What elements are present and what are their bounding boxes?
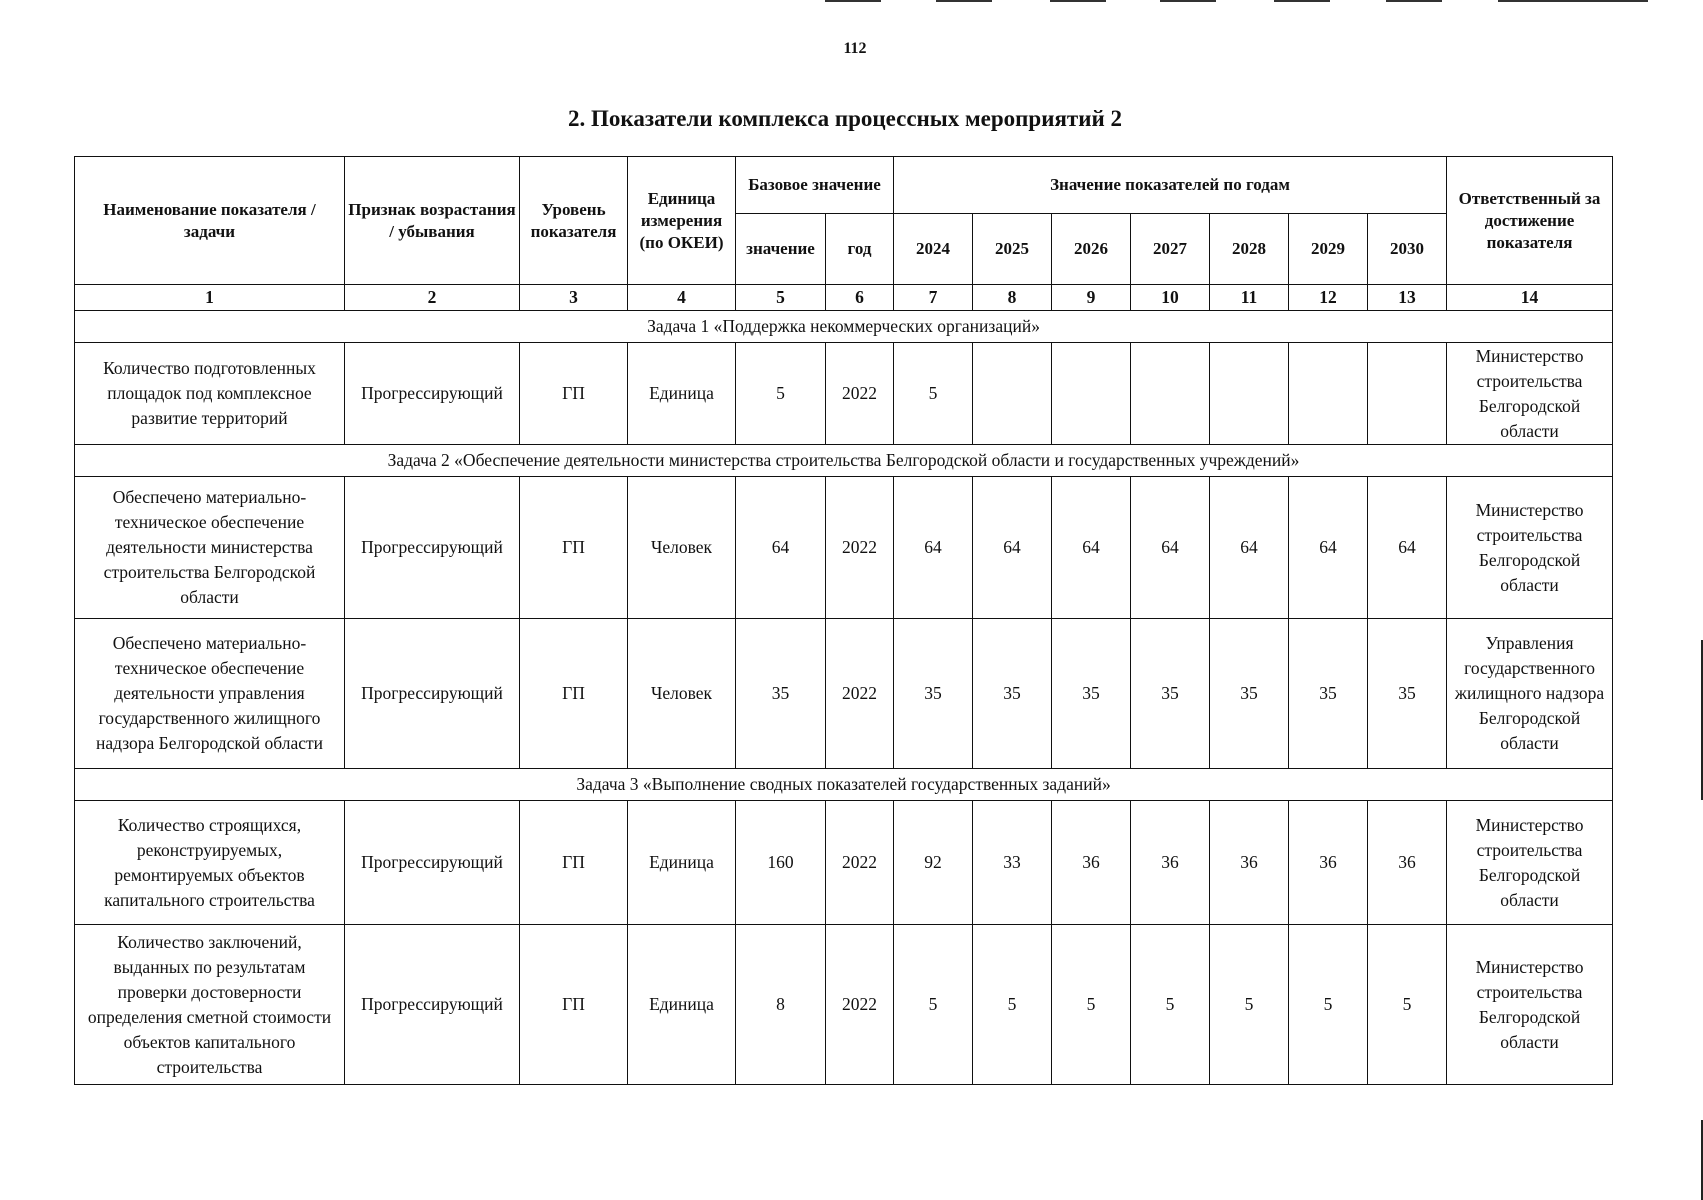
- year-value-cell: 36: [1131, 801, 1210, 925]
- task-label: Задача 3 «Выполнение сводных показателей государственных заданий»: [75, 769, 1613, 801]
- column-number: 11: [1210, 285, 1289, 311]
- responsible-cell: Министерство строительства Белгородской области: [1447, 343, 1613, 445]
- year-value-cell: 35: [1368, 619, 1447, 769]
- column-number: 4: [628, 285, 736, 311]
- table-row: [75, 343, 1613, 445]
- header-name: Наименование показателя / задачи: [75, 157, 345, 285]
- level-cell: ГП: [520, 925, 628, 1085]
- year-value-cell: 5: [1052, 925, 1131, 1085]
- year-value-cell: 5: [1210, 925, 1289, 1085]
- task-row: [75, 769, 1613, 801]
- base-year-cell: 2022: [826, 343, 894, 445]
- page-number: 112: [843, 40, 867, 57]
- year-value-cell: 92: [894, 801, 973, 925]
- year-value-cell: [1368, 343, 1447, 445]
- year-value-cell: 33: [973, 801, 1052, 925]
- year-value-cell: [1052, 343, 1131, 445]
- trend-cell: Прогрессирующий: [345, 619, 520, 769]
- trend-cell: Прогрессирующий: [345, 925, 520, 1085]
- level-cell: ГП: [520, 619, 628, 769]
- header-unit: Единица измерения (по ОКЕИ): [628, 157, 736, 285]
- base-value-cell: 5: [736, 343, 826, 445]
- year-value-cell: 5: [894, 343, 973, 445]
- year-value-cell: 64: [894, 477, 973, 619]
- year-value-cell: [1131, 343, 1210, 445]
- header-year: 2026: [1052, 214, 1131, 285]
- table-row: [75, 619, 1613, 769]
- indicator-name: Количество строящихся, реконструируемых, ремонтируемых объектов капитального строительства: [75, 801, 345, 925]
- year-value-cell: [973, 343, 1052, 445]
- column-number: 2: [345, 285, 520, 311]
- table-row: [75, 801, 1613, 925]
- column-number: 10: [1131, 285, 1210, 311]
- year-value-cell: 35: [1289, 619, 1368, 769]
- year-value-cell: 5: [1131, 925, 1210, 1085]
- level-cell: ГП: [520, 477, 628, 619]
- responsible-cell: Министерство строительства Белгородской области: [1447, 477, 1613, 619]
- base-value-cell: 35: [736, 619, 826, 769]
- header-base-value: значение: [736, 214, 826, 285]
- column-number: 7: [894, 285, 973, 311]
- base-year-cell: 2022: [826, 619, 894, 769]
- base-value-cell: 160: [736, 801, 826, 925]
- year-value-cell: 35: [1210, 619, 1289, 769]
- column-number: 9: [1052, 285, 1131, 311]
- year-value-cell: 36: [1289, 801, 1368, 925]
- table-row: [75, 477, 1613, 619]
- column-number: 8: [973, 285, 1052, 311]
- year-value-cell: 64: [973, 477, 1052, 619]
- task-label: Задача 2 «Обеспечение деятельности министерства строительства Белгородской области и государственных учреждений»: [75, 445, 1613, 477]
- base-value-cell: 8: [736, 925, 826, 1085]
- header-base: Базовое значение: [736, 157, 894, 214]
- header-base-year: год: [826, 214, 894, 285]
- unit-cell: Единица: [628, 925, 736, 1085]
- scan-mark: [1274, 0, 1330, 2]
- year-value-cell: 36: [1368, 801, 1447, 925]
- header-level: Уровень показателя: [520, 157, 628, 285]
- year-value-cell: 35: [1052, 619, 1131, 769]
- column-number: 1: [75, 285, 345, 311]
- header-trend: Признак возрастания / убывания: [345, 157, 520, 285]
- responsible-cell: Министерство строительства Белгородской области: [1447, 801, 1613, 925]
- level-cell: ГП: [520, 801, 628, 925]
- scan-mark: [1498, 0, 1648, 2]
- year-value-cell: 36: [1052, 801, 1131, 925]
- year-value-cell: 5: [1368, 925, 1447, 1085]
- base-value-cell: 64: [736, 477, 826, 619]
- year-value-cell: [1210, 343, 1289, 445]
- year-value-cell: 64: [1289, 477, 1368, 619]
- year-value-cell: 5: [1289, 925, 1368, 1085]
- trend-cell: Прогрессирующий: [345, 477, 520, 619]
- scan-mark: [1160, 0, 1216, 2]
- scan-mark: [1386, 0, 1442, 2]
- year-value-cell: 35: [973, 619, 1052, 769]
- header-responsible: Ответственный за достижение показателя: [1447, 157, 1613, 285]
- year-value-cell: 36: [1210, 801, 1289, 925]
- base-year-cell: 2022: [826, 925, 894, 1085]
- task-row: [75, 311, 1613, 343]
- indicator-name: Количество подготовленных площадок под комплексное развитие территорий: [75, 343, 345, 445]
- year-value-cell: 64: [1052, 477, 1131, 619]
- year-value-cell: 5: [894, 925, 973, 1085]
- header-year: 2027: [1131, 214, 1210, 285]
- header-year: 2030: [1368, 214, 1447, 285]
- year-value-cell: 35: [894, 619, 973, 769]
- level-cell: ГП: [520, 343, 628, 445]
- base-year-cell: 2022: [826, 801, 894, 925]
- header-years-group: Значение показателей по годам: [894, 157, 1447, 214]
- scan-mark: [825, 0, 881, 2]
- column-number: 6: [826, 285, 894, 311]
- trend-cell: Прогрессирующий: [345, 343, 520, 445]
- indicator-name: Обеспечено материально-техническое обеспечение деятельности управления государственного жилищного надзора Белгородской области: [75, 619, 345, 769]
- base-year-cell: 2022: [826, 477, 894, 619]
- column-number: 12: [1289, 285, 1368, 311]
- column-number: 13: [1368, 285, 1447, 311]
- page-title: 2. Показатели комплекса процессных мероприятий 2: [568, 106, 1122, 131]
- task-row: [75, 445, 1613, 477]
- responsible-cell: Министерство строительства Белгородской области: [1447, 925, 1613, 1085]
- year-value-cell: [1289, 343, 1368, 445]
- indicator-name: Количество заключений, выданных по результатам проверки достоверности определения сметной стоимости объектов капитального строительства: [75, 925, 345, 1085]
- year-value-cell: 64: [1131, 477, 1210, 619]
- header-year: 2025: [973, 214, 1052, 285]
- year-value-cell: 64: [1368, 477, 1447, 619]
- unit-cell: Единица: [628, 801, 736, 925]
- trend-cell: Прогрессирующий: [345, 801, 520, 925]
- year-value-cell: 5: [973, 925, 1052, 1085]
- header-year: 2028: [1210, 214, 1289, 285]
- table-row: [75, 925, 1613, 1085]
- header-year: 2029: [1289, 214, 1368, 285]
- column-number-row: [75, 285, 1613, 311]
- responsible-cell: Управления государственного жилищного надзора Белгородской области: [1447, 619, 1613, 769]
- indicators-table: [74, 156, 1613, 1085]
- header-year: 2024: [894, 214, 973, 285]
- column-number: 14: [1447, 285, 1613, 311]
- indicator-name: Обеспечено материально-техническое обеспечение деятельности министерства строительства Белгородской области: [75, 477, 345, 619]
- unit-cell: Единица: [628, 343, 736, 445]
- year-value-cell: 64: [1210, 477, 1289, 619]
- year-value-cell: 35: [1131, 619, 1210, 769]
- column-number: 5: [736, 285, 826, 311]
- column-number: 3: [520, 285, 628, 311]
- task-label: Задача 1 «Поддержка некоммерческих организаций»: [75, 311, 1613, 343]
- unit-cell: Человек: [628, 477, 736, 619]
- unit-cell: Человек: [628, 619, 736, 769]
- scan-mark: [1050, 0, 1106, 2]
- scan-mark: [936, 0, 992, 2]
